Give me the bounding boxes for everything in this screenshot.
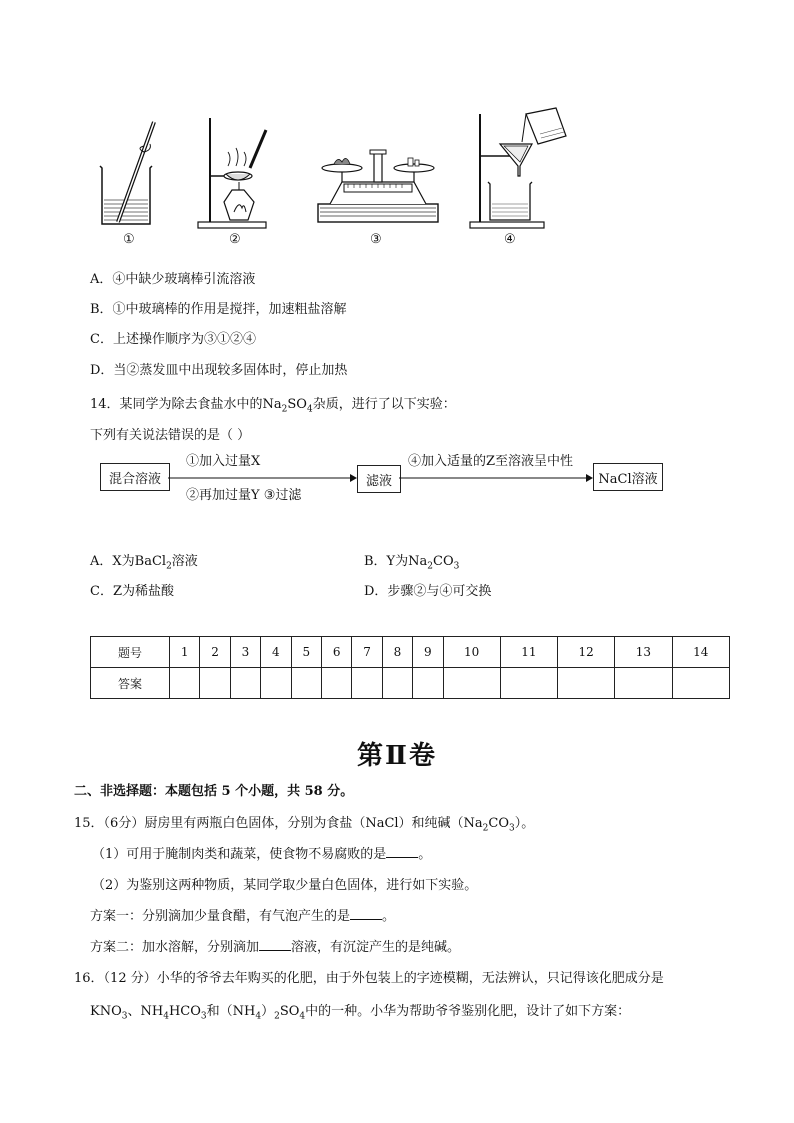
answer-table-number-cell: 2 <box>200 637 230 668</box>
q15-part2: （2）为鉴别这两种物质，某同学取少量白色固体，进行如下实验。 <box>92 878 478 893</box>
q15-part1: （1）可用于腌制肉类和蔬菜，使食物不易腐败的是 。 <box>92 847 432 862</box>
q14-option-a: A．X为BaCl$_2$溶液 <box>90 554 198 572</box>
answer-table-number-cell: 12 <box>558 637 615 668</box>
answer-cell[interactable] <box>170 668 200 699</box>
answer-cell[interactable] <box>352 668 382 699</box>
answer-table-number-cell: 8 <box>382 637 412 668</box>
q14-stem: 14．某同学为除去食盐水中的$Na_2SO_4$杂质，进行了以下实验： <box>90 397 456 415</box>
answer-cell[interactable] <box>500 668 557 699</box>
answer-blank[interactable] <box>259 938 291 951</box>
q13-option-c: C．上述操作顺序为③①②④ <box>90 332 256 347</box>
answer-table-number-cell: 10 <box>443 637 500 668</box>
flow-box-filtrate: 滤液 <box>357 465 401 493</box>
beaker-stirring-figure <box>92 118 162 230</box>
answer-cell[interactable] <box>615 668 672 699</box>
q16-stem-line1: 16．（12 分）小华的爷爷去年购买的化肥，由于外包装上的字迹模糊，无法辨认，只记得该化肥成分是 <box>74 971 664 986</box>
flow-arrow1-bottom-label: ②再加过量Y ③过滤 <box>186 488 302 503</box>
answer-table-number-cell: 3 <box>230 637 260 668</box>
answer-cell[interactable] <box>200 668 230 699</box>
figure-label-3: ③ <box>370 232 382 247</box>
evaporation-figure <box>192 116 272 230</box>
q13-option-b: B．①中玻璃棒的作用是搅拌，加速粗盐溶解 <box>90 302 347 317</box>
part2-title: 第Ⅱ卷 <box>357 741 437 771</box>
q14-option-d: D．步骤②与④可交换 <box>364 584 492 599</box>
answer-cell[interactable] <box>261 668 291 699</box>
q15-plan2: 方案二：加水溶解，分别滴加 溶液，有沉淀产生的是纯碱。 <box>90 940 461 955</box>
answer-table-header-answer: 答案 <box>91 668 170 699</box>
filtration-figure <box>466 104 576 230</box>
q13-option-a: A．④中缺少玻璃棒引流溶液 <box>90 272 256 287</box>
figure-label-2: ② <box>229 232 241 247</box>
answer-table-number-cell: 7 <box>352 637 382 668</box>
answer-cell[interactable] <box>382 668 412 699</box>
answer-cell[interactable] <box>413 668 443 699</box>
q15-stem: 15．（6分）厨房里有两瓶白色固体，分别为食盐（NaCl）和纯碱$(Na_2CO_3)$。 <box>74 816 535 834</box>
figure-label-4: ④ <box>504 232 516 247</box>
answer-blank[interactable] <box>386 845 418 858</box>
answer-table-header-number: 题号 <box>91 637 170 668</box>
flow-arrow2-top-label: ④加入适量的Z至溶液呈中性 <box>408 454 574 469</box>
balance-figure <box>314 144 442 226</box>
answer-cell[interactable] <box>291 668 321 699</box>
flow-arrow1-top-label: ①加入过量X <box>186 454 261 469</box>
answer-cell[interactable] <box>443 668 500 699</box>
answer-table <box>90 636 730 699</box>
flow-box-nacl: NaCl溶液 <box>593 463 663 491</box>
q16-stem-line2: $KNO_3$、$NH_4HCO_3$和$(NH_4)_2SO_4$中的一种。小华为帮助爷爷鉴别化肥，设计了如下方案： <box>90 1004 631 1022</box>
q14-prompt: 下列有关说法错误的是（ ） <box>90 428 251 443</box>
answer-cell[interactable] <box>230 668 260 699</box>
answer-cell[interactable] <box>672 668 729 699</box>
q13-option-d: D．当②蒸发皿中出现较多固体时，停止加热 <box>90 363 348 378</box>
q15-plan1: 方案一：分别滴加少量食醋，有气泡产生的是 。 <box>90 909 396 924</box>
answer-table-number-cell: 13 <box>615 637 672 668</box>
answer-table-number-cell: 1 <box>170 637 200 668</box>
q14-option-c: C．Z为稀盐酸 <box>90 584 174 599</box>
answer-table-answer-row <box>91 668 730 699</box>
answer-blank[interactable] <box>350 907 382 920</box>
figure-label-1: ① <box>123 232 135 247</box>
answer-table-number-cell: 5 <box>291 637 321 668</box>
answer-table-number-cell: 6 <box>321 637 351 668</box>
answer-table-number-cell: 14 <box>672 637 729 668</box>
q14-option-b: B．Y为$Na_2CO_3$ <box>364 554 460 572</box>
part2-section-heading: 二、非选择题：本题包括 5 个小题，共 58 分。 <box>74 784 354 799</box>
flow-box-mixture: 混合溶液 <box>100 463 170 491</box>
answer-cell[interactable] <box>558 668 615 699</box>
answer-table-number-row <box>91 637 730 668</box>
answer-table-number-cell: 9 <box>413 637 443 668</box>
answer-cell[interactable] <box>321 668 351 699</box>
answer-table-number-cell: 4 <box>261 637 291 668</box>
answer-table-number-cell: 11 <box>500 637 557 668</box>
